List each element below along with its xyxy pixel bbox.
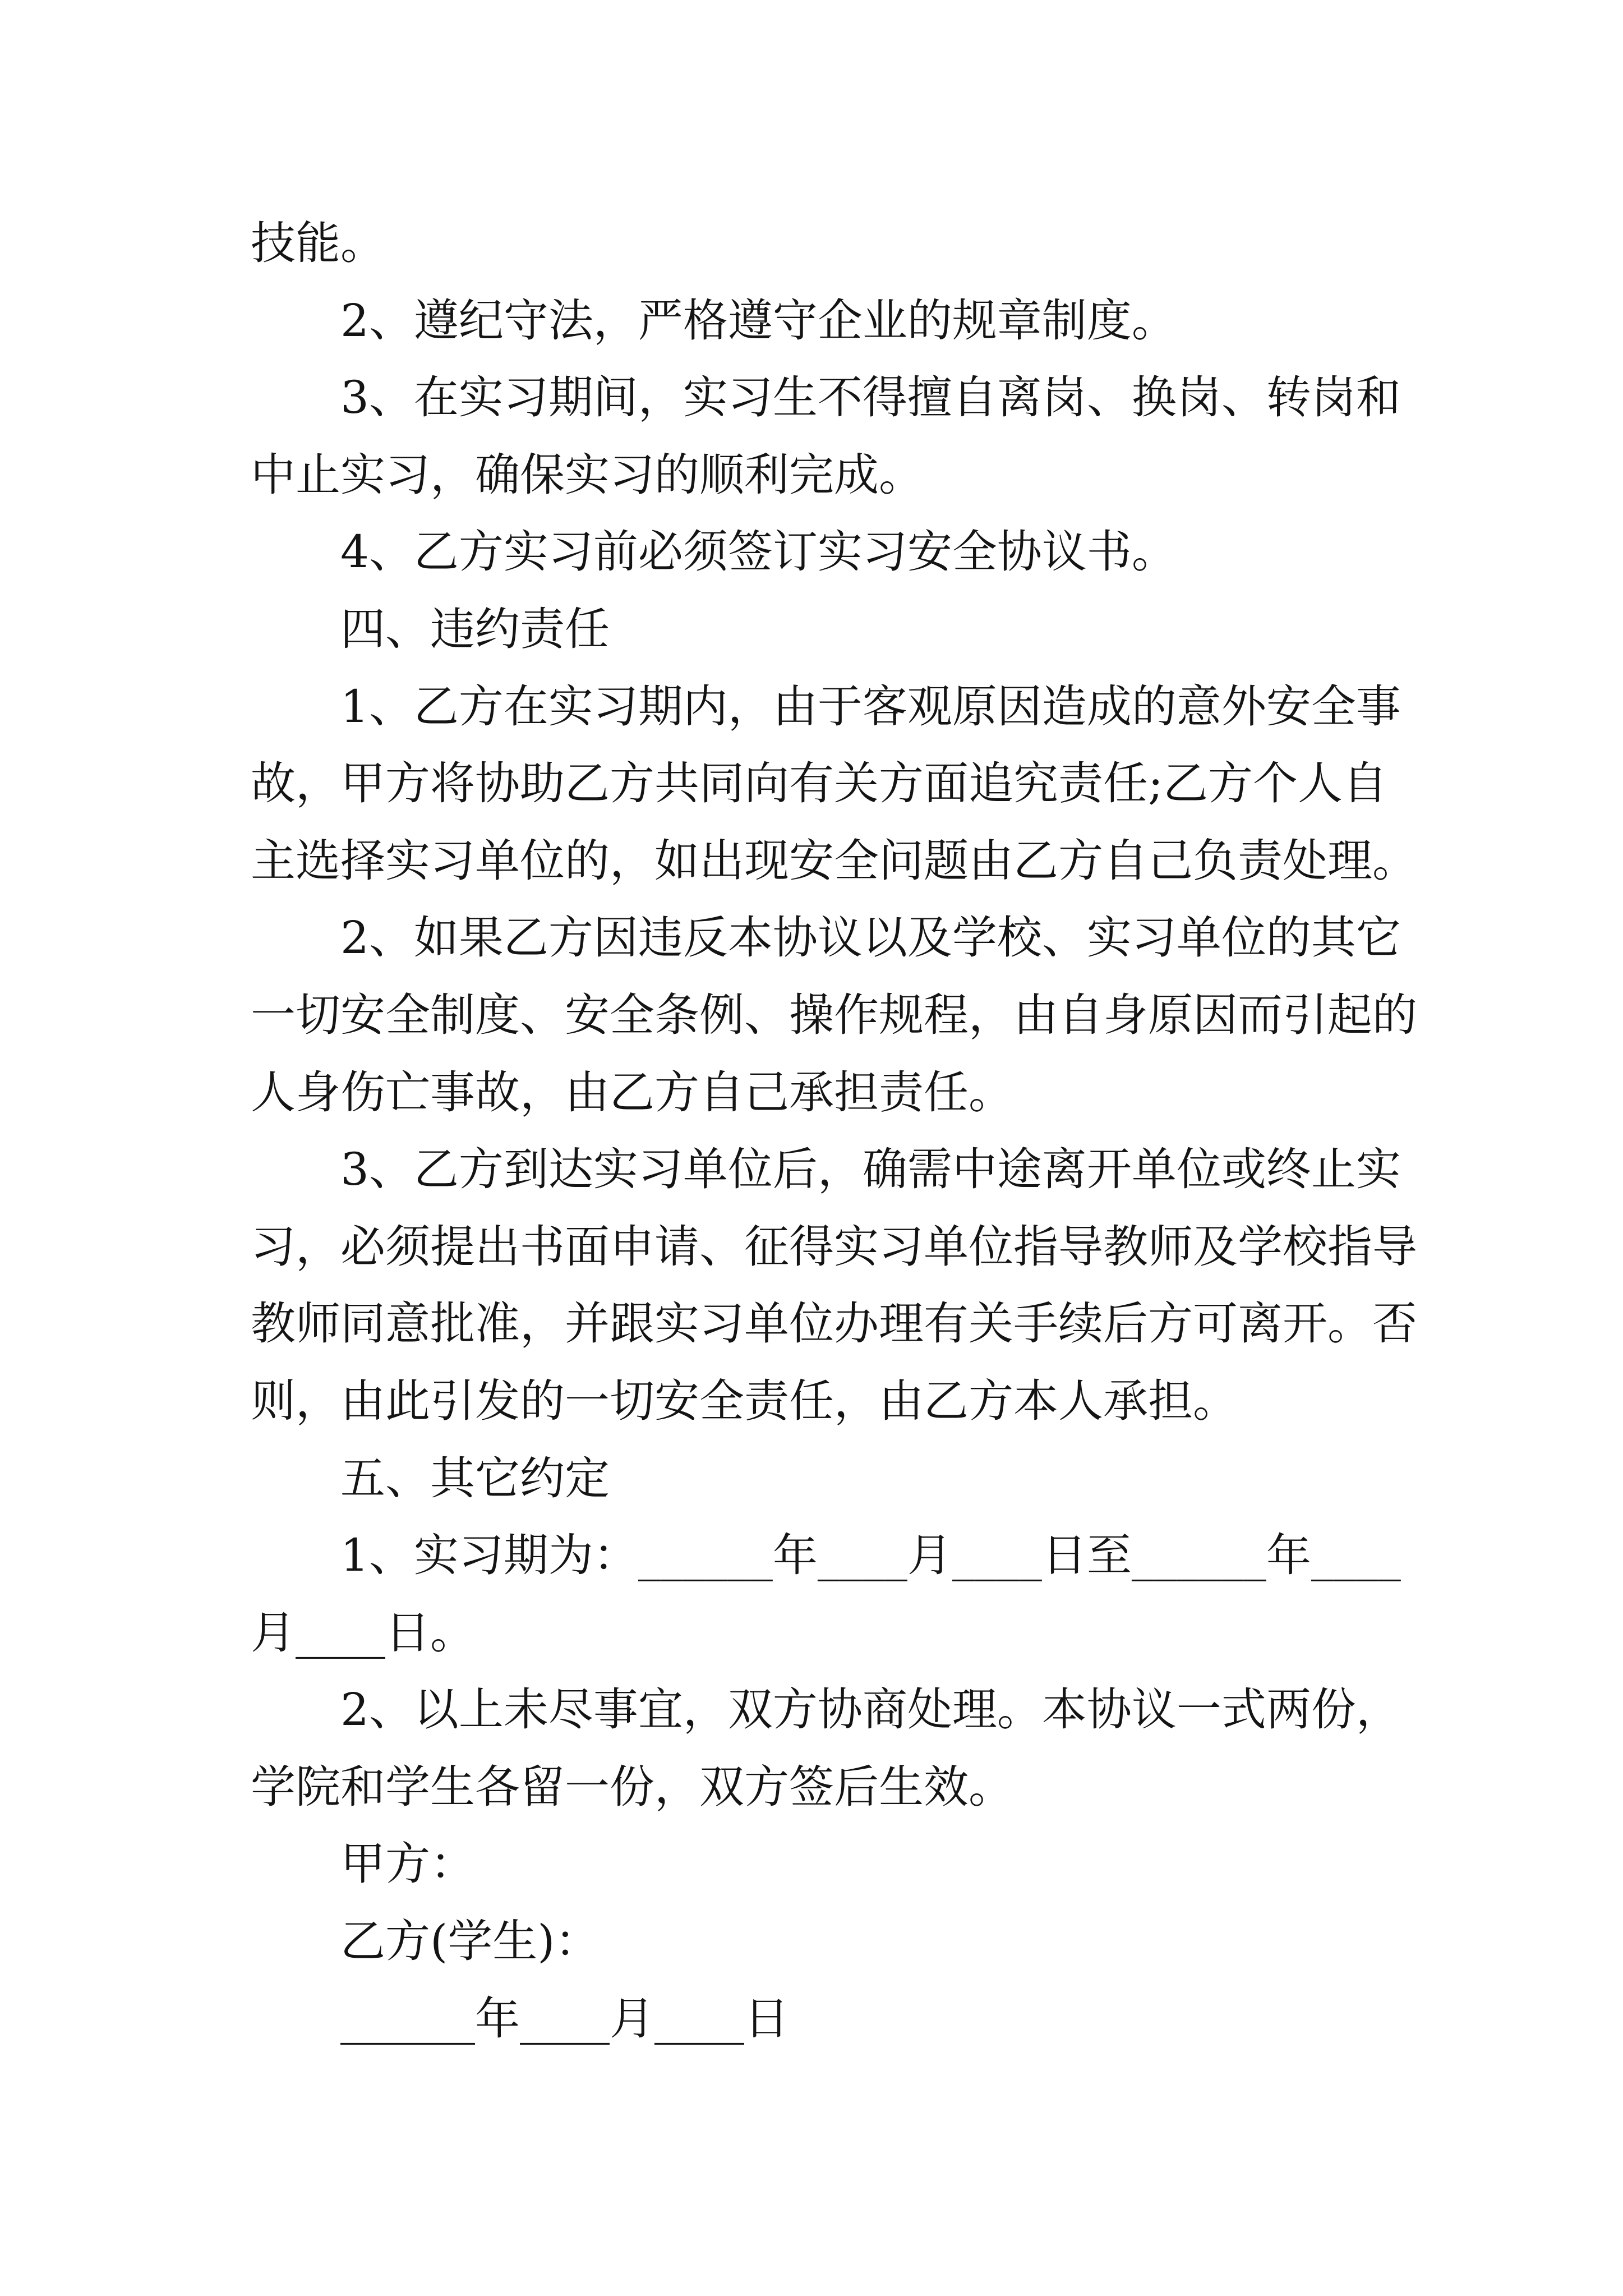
text-line: 学院和学生各留一份，双方签后生效。 [251,1760,1013,1813]
text-line: 人身伤亡事故，由乙方自己承担责任。 [251,1066,1013,1119]
signature-date-line: ______年____月____日 [340,1992,789,2045]
clause-paragraph [251,1131,1417,1439]
text-line: 习，必须提出书面申请、征得实习单位指导教师及学校指导 [251,1220,1417,1273]
section-heading-text: 五、其它约定 [340,1452,610,1504]
text-line: 教师同意批准，并跟实习单位办理有关手续后方可离开。否 [251,1297,1417,1350]
section-heading [251,591,1387,668]
text-line: 则，由此引发的一切安全责任，由乙方本人承担。 [251,1374,1238,1427]
document-body [251,205,1417,2057]
party-b-label: 乙方(学生)： [340,1915,600,1968]
text-line: 4、乙方实习前必须签订实习安全协议书。 [340,526,1177,578]
clause-paragraph [251,513,1387,591]
text-line: 3、在实习期间，实习生不得擅自离岗、换岗、转岗和 [340,371,1401,424]
continued-paragraph [251,205,1387,282]
text-line: 一切安全制度、安全条例、操作规程，由自身原因而引起的 [251,988,1417,1041]
clause-paragraph [251,899,1417,1131]
text-line: 2、遵纪守法，严格遵守企业的规章制度。 [340,294,1177,347]
text-line: 3、乙方到达实习单位后，确需中途离开单位或终止实 [340,1143,1401,1196]
section-heading [251,1440,1387,1517]
text-line: 主选择实习单位的，如出现安全问题由乙方自己负责处理。 [251,834,1417,887]
text-line: 1、实习期为：______年____月____日至______年____ [340,1529,1401,1582]
section-heading-text: 四、违约责任 [340,602,610,655]
clause-paragraph [251,1671,1401,1825]
text-line: 1、乙方在实习期内，由于客观原因造成的意外安全事 [340,680,1401,733]
text-line: 月____日。 [251,1606,475,1659]
text-line: 技能。 [251,217,385,269]
text-line: 2、如果乙方因违反本协议以及学校、实习单位的其它 [340,912,1401,964]
signature-block [251,1825,1387,2057]
party-a-label: 甲方： [340,1838,475,1890]
clause-paragraph [251,282,1387,360]
clause-paragraph [251,1517,1401,1671]
clause-paragraph [251,668,1417,900]
text-line: 中止实习，确保实习的顺利完成。 [251,448,924,501]
text-line: 故，甲方将协助乙方共同向有关方面追究责任;乙方个人自 [251,757,1387,810]
text-line: 2、以上未尽事宜，双方协商处理。本协议一式两份， [340,1683,1401,1736]
clause-paragraph [251,359,1401,513]
